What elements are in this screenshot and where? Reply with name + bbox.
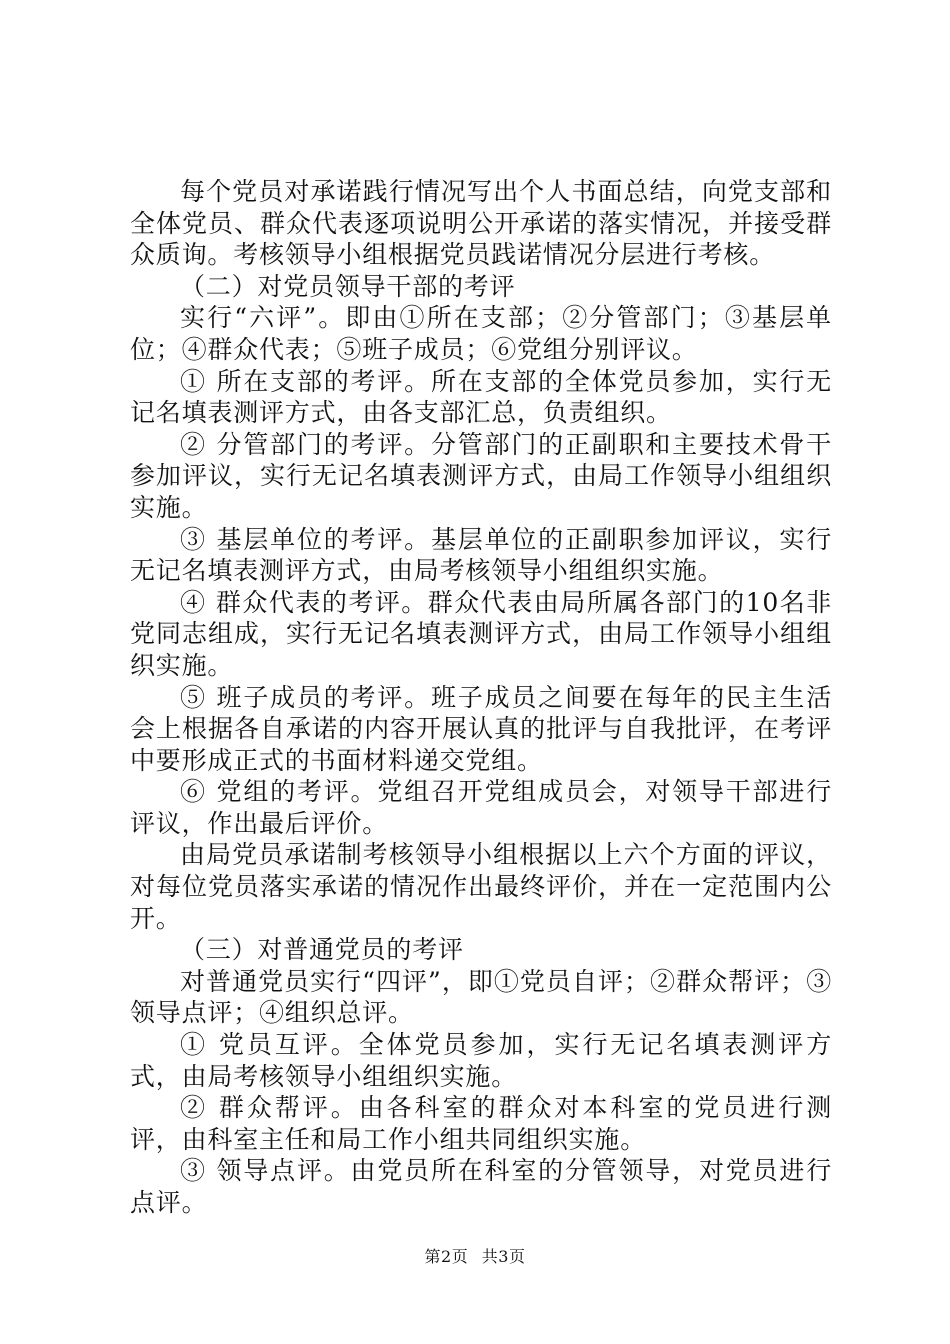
paragraph-leader-comment: ③ 领导点评。由党员所在科室的分管领导，对党员进行点评。 bbox=[130, 1156, 832, 1217]
paragraph-six-evaluations: 实行“六评”。即由①所在支部；②分管部门；③基层单位；④群众代表；⑤班子成员；⑥党组分别评议。 bbox=[130, 303, 832, 364]
paragraph-public-evaluation: ④ 群众代表的考评。群众代表由局所属各部门的10名非党同志组成，实行无记名填表测评方式，由局工作领导小组组织实施。 bbox=[130, 587, 832, 680]
paragraph-public-help-evaluation: ② 群众帮评。由各科室的群众对本科室的党员进行测评，由科室主任和局工作小组共同组织实施。 bbox=[130, 1093, 832, 1154]
paragraph-summary: 每个党员对承诺践行情况写出个人书面总结，向党支部和全体党员、群众代表逐项说明公开承诺的落实情况，并接受群众质询。考核领导小组根据党员践诺情况分层进行考核。 bbox=[130, 177, 832, 270]
paragraph-party-group-evaluation: ⑥ 党组的考评。党组召开党组成员会，对领导干部进行评议，作出最后评价。 bbox=[130, 777, 832, 838]
paragraph-department-evaluation: ② 分管部门的考评。分管部门的正副职和主要技术骨干参加评议，实行无记名填表测评方式，由局工作领导小组组织实施。 bbox=[130, 429, 832, 522]
page-footer bbox=[0, 1244, 950, 1267]
page-total: 共3页 bbox=[481, 1247, 526, 1266]
paragraph-four-evaluations: 对普通党员实行“四评”，即①党员自评；②群众帮评；③领导点评；④组织总评。 bbox=[130, 966, 832, 1028]
heading-member-evaluation: （三）对普通党员的考评 bbox=[180, 935, 464, 965]
paragraph-peer-evaluation: ① 党员互评。全体党员参加，实行无记名填表测评方式，由局考核领导小组组织实施。 bbox=[130, 1030, 832, 1091]
paragraph-branch-evaluation: ① 所在支部的考评。所在支部的全体党员参加，实行无记名填表测评方式，由各支部汇总，负责组织。 bbox=[130, 366, 832, 428]
page-number: 第2页 bbox=[424, 1247, 469, 1266]
paragraph-grassroots-evaluation: ③ 基层单位的考评。基层单位的正副职参加评议，实行无记名填表测评方式，由局考核领导小组组织实施。 bbox=[130, 524, 832, 586]
document-body bbox=[130, 176, 832, 1219]
heading-leader-evaluation: （二）对党员领导干部的考评 bbox=[180, 271, 516, 301]
paragraph-final-evaluation: 由局党员承诺制考核领导小组根据以上六个方面的评议，对每位党员落实承诺的情况作出最终评价，并在一定范围内公开。 bbox=[130, 840, 832, 933]
paragraph-team-evaluation: ⑤ 班子成员的考评。班子成员之间要在每年的民主生活会上根据各自承诺的内容开展认真的批评与自我批评，在考评中要形成正式的书面材料递交党组。 bbox=[130, 682, 832, 775]
